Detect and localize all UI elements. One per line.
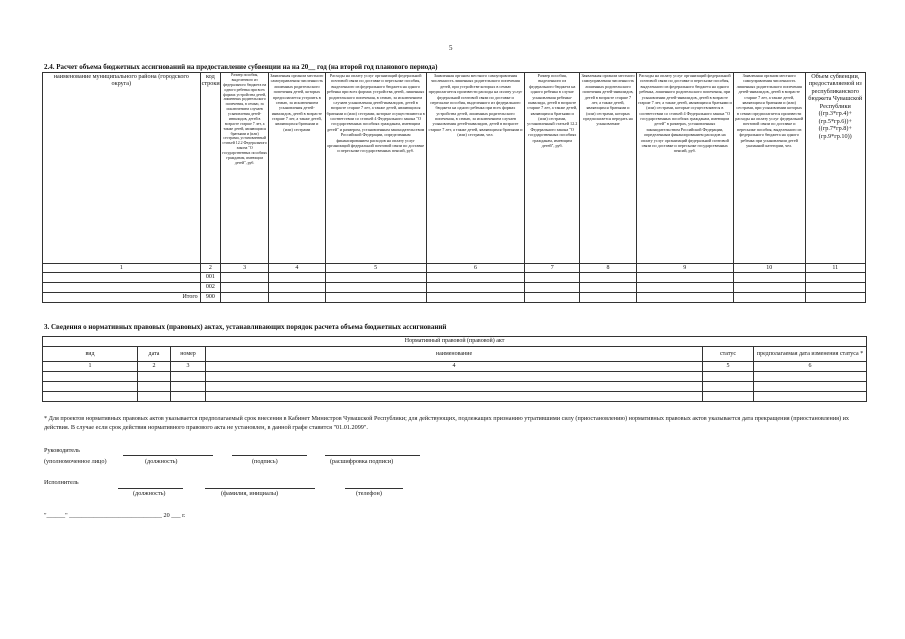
value-cell[interactable] [138,392,171,402]
head-sublabel: (уполномоченное лицо) [44,458,107,465]
value-cell[interactable] [636,273,733,283]
executor-fio-line[interactable] [205,488,315,489]
header-col8: Заявленная органом местного самоуправления численность лишенных родительского попечения детей-инвалидов, детей в возрасте старше 7 лет, а также детей, являющихся братьями и (или) сестрами, которых предполагается передать на усыновление [580,73,636,264]
region-cell[interactable] [43,283,201,293]
phone-caption: (телефон) [356,490,382,497]
value-cell[interactable] [525,293,580,303]
code-cell: 001 [200,273,220,283]
value-cell[interactable] [703,372,754,382]
col-number: 3 [171,362,206,372]
fio-caption: (фамилия, инициалы) [221,490,279,497]
value-cell[interactable] [805,283,865,293]
signature-caption: (подпись) [252,458,278,465]
value-cell[interactable] [269,283,325,293]
decoding-caption: (расшифровка подписи) [330,458,394,465]
value-cell[interactable] [733,283,805,293]
position-caption: (должность) [145,458,178,465]
value-cell[interactable] [171,392,206,402]
header-col5: Расходы на оплату услуг организаций федеральной почтовой связи по доставке и пересылке пособия, выделенного из федерального бюджета на одного ребенка при всех формах устройства детей, лишенных родительского попечения, в семью, за исключением случаев усыновления детей-инвалидов, детей в возрасте старше 7 лет, а также детей, являющихся братьями и (или) сестрами, которые осуществляются в соответствии со статьей 4 Федерального закона "О государственных пособиях гражданам, имеющим детей" и размером, установленным законодательством Российской Федерации, определенным финансированием расходов на оплату услуг организаций федеральной почтовой связи по доставке и пересылке государственных пенсий, руб. [325,73,426,264]
header-col11: Объем субвенции, предоставляемой из республиканского бюджета Чувашской Республики ((гр.3*гр.4)+(гр.5*гр.6))+((гр.7*гр.8)+(гр.9*гр.10)) [805,73,865,264]
header-col7: Размер пособия, выделенного из федерального бюджета на одного ребенка в случае усыновления ребенка-инвалида, детей в возрасте старше 7 лет, а также детей, являющихся братьями и (или) сестрами, установленный статьей 12.2 Федерального закона "О государственных пособиях гражданам, имеющим детей", руб. [525,73,580,264]
header-col3: Размер пособия, выделенного из федерального бюджета на одного ребенка при всех формах устройства детей, лишенных родительского попечения, в семью, за исключением случаев усыновления детей-инвалидов, детей в возрасте старше 7 лет, а также детей, являющихся братьями и (или) сестрами, установленный статьей 12.2 Федерального закона "О государственных пособиях гражданам, имеющим детей", руб. [221,73,269,264]
value-cell[interactable] [325,283,426,293]
col-number: 8 [580,264,636,273]
value-cell[interactable] [206,382,703,392]
total-label: Итого [43,293,201,303]
total-row [43,293,866,303]
footnote: * Для проектов нормативных правовых актов указывается предполагаемый срок внесения в Кабинет Министров Чувашской Республики; для действующих, подлежащих признанию утратившими силу (приостановлению) нормативных правовых актов указывается дата прекращения (приостановления) их действия. В случае если срок действия нормативного правового акта не установлен, в данной графе ставится "01.01.2099". [44,415,850,431]
col-number: 2 [200,264,220,273]
head-signature-line[interactable] [232,455,307,456]
value-cell[interactable] [580,283,636,293]
header-number: номер [171,347,206,362]
header-col9: Расходы на оплату услуг организаций федеральной почтовой связи по доставке и пересылке пособия, выделенного из федерального бюджета на одного ребенка, лишенного родительского попечения, при усыновлении детей-инвалидов, детей в возрасте старше 7 лет, а также детей, являющихся братьями и (или) сестрами, которые осуществляются в соответствии со статьей 4 Федерального закона "О государственных пособиях гражданам, имеющим детей" в размерах, установленных законодательством Российской Федерации, определенным финансированием расходов на оплату услуг организаций федеральной почтовой связи по доставке и пересылке государственных пенсий, руб. [636,73,733,264]
code-cell: 002 [200,283,220,293]
table-row [43,392,867,402]
value-cell[interactable] [733,273,805,283]
col-number: 5 [703,362,754,372]
header-col6: Заявленная органом местного самоуправления численность лишенных родительского попечения детей, при устройстве которых в семью предполагается произвести расходы на оплату услуг федеральной почтовой связи по доставке и пересылке пособия, выделенного из федерального бюджета на одного ребенка при всех формах устройства детей, лишенных родительского попечения, в семью, за исключением случаев усыновления детей-инвалидов, детей в возрасте старше 7 лет, а также детей, являющихся братьями и (или) сестрами, чел. [426,73,524,264]
value-cell[interactable] [269,273,325,283]
region-cell[interactable] [43,273,201,283]
col-number: 1 [43,362,138,372]
header-row-code: код строки [200,73,220,264]
value-cell[interactable] [636,283,733,293]
value-cell[interactable] [221,293,269,303]
value-cell[interactable] [426,293,524,303]
value-cell[interactable] [269,293,325,303]
col-number: 3 [221,264,269,273]
table-row [43,273,866,283]
value-cell[interactable] [171,382,206,392]
value-cell[interactable] [43,392,138,402]
table-row [43,372,867,382]
executor-label: Исполнитель [44,479,79,486]
header-status: статус [703,347,754,362]
value-cell[interactable] [221,273,269,283]
executor-phone-line[interactable] [345,488,403,489]
value-cell[interactable] [206,392,703,402]
value-cell[interactable] [733,293,805,303]
head-label: Руководитель [44,447,80,454]
value-cell[interactable] [580,273,636,283]
col-number: 7 [525,264,580,273]
head-position-line[interactable] [123,455,213,456]
value-cell[interactable] [525,273,580,283]
value-cell[interactable] [754,392,867,402]
value-cell[interactable] [805,273,865,283]
value-cell[interactable] [43,372,138,382]
value-cell[interactable] [325,293,426,303]
executor-position-line[interactable] [118,488,183,489]
header-name: наименование [206,347,703,362]
col-number: 1 [43,264,201,273]
header-date: дата [138,347,171,362]
col-number: 4 [206,362,703,372]
value-cell[interactable] [171,372,206,382]
head-decoding-line[interactable] [325,455,420,456]
col-number: 10 [733,264,805,273]
col-number: 6 [754,362,867,372]
col-number: 4 [269,264,325,273]
header-kind: вид [43,347,138,362]
header-col4: Заявленная органом местного самоуправления численность лишенных родительского попечения детей, которых предполагается устроить в семью, за исключением усыновления детей-инвалидов, детей в возрасте старше 7 лет, а также детей, являющихся братьями и (или) сестрами [269,73,325,264]
col-number: 6 [426,264,524,273]
value-cell[interactable] [138,372,171,382]
value-cell[interactable] [703,382,754,392]
table-row [43,382,867,392]
section-3-title: 3. Сведения о нормативных правовых (правовых) актах, устанавливающих порядок расчета объема бюджетных ассигнований [44,323,447,331]
value-cell[interactable] [636,293,733,303]
subvention-table [42,72,866,303]
position-caption-2: (должность) [133,490,166,497]
col-number: 2 [138,362,171,372]
value-cell[interactable] [754,372,867,382]
value-cell[interactable] [754,382,867,392]
code-cell: 900 [200,293,220,303]
table-row [43,283,866,293]
legal-act-group-header: Нормативный правовой (правовой) акт [43,337,867,347]
date-line[interactable]: "______" ______________________________ 20 ___ г. [44,512,186,519]
value-cell[interactable] [325,273,426,283]
section-24-title: 2.4. Расчет объема бюджетных ассигнований на предоставление субвенции на на 20__ год (на второй год планового периода) [44,63,438,71]
col-number: 11 [805,264,865,273]
value-cell[interactable] [525,283,580,293]
value-cell[interactable] [221,283,269,293]
value-cell[interactable] [43,382,138,392]
legal-acts-table [42,336,867,402]
column-numbers-row [43,362,867,372]
header-status-change-date: предполагаемая дата изменения статуса * [754,347,867,362]
col-number: 5 [325,264,426,273]
value-cell[interactable] [805,293,865,303]
value-cell[interactable] [426,273,524,283]
column-numbers-row [43,264,866,273]
page-number: 5 [449,44,453,52]
value-cell[interactable] [426,283,524,293]
value-cell[interactable] [580,293,636,303]
value-cell[interactable] [206,372,703,382]
value-cell[interactable] [138,382,171,392]
header-region-name: наименование муниципального района (городского округа) [43,73,201,264]
col-number: 9 [636,264,733,273]
header-col10: Заявленная органом местного самоуправления численность лишенных родительского попечения детей-инвалидов, детей в возрасте старше 7 лет, а также детей, являющихся братьями и (или) сестрами, при усыновлении которых в семью предполагается произвести расходы на оплату услуг федеральной почтовой связи по доставке и пересылке пособия, выделенного из федерального бюджета на одного ребенка при усыновлении детей указанной категории, чел. [733,73,805,264]
value-cell[interactable] [703,392,754,402]
